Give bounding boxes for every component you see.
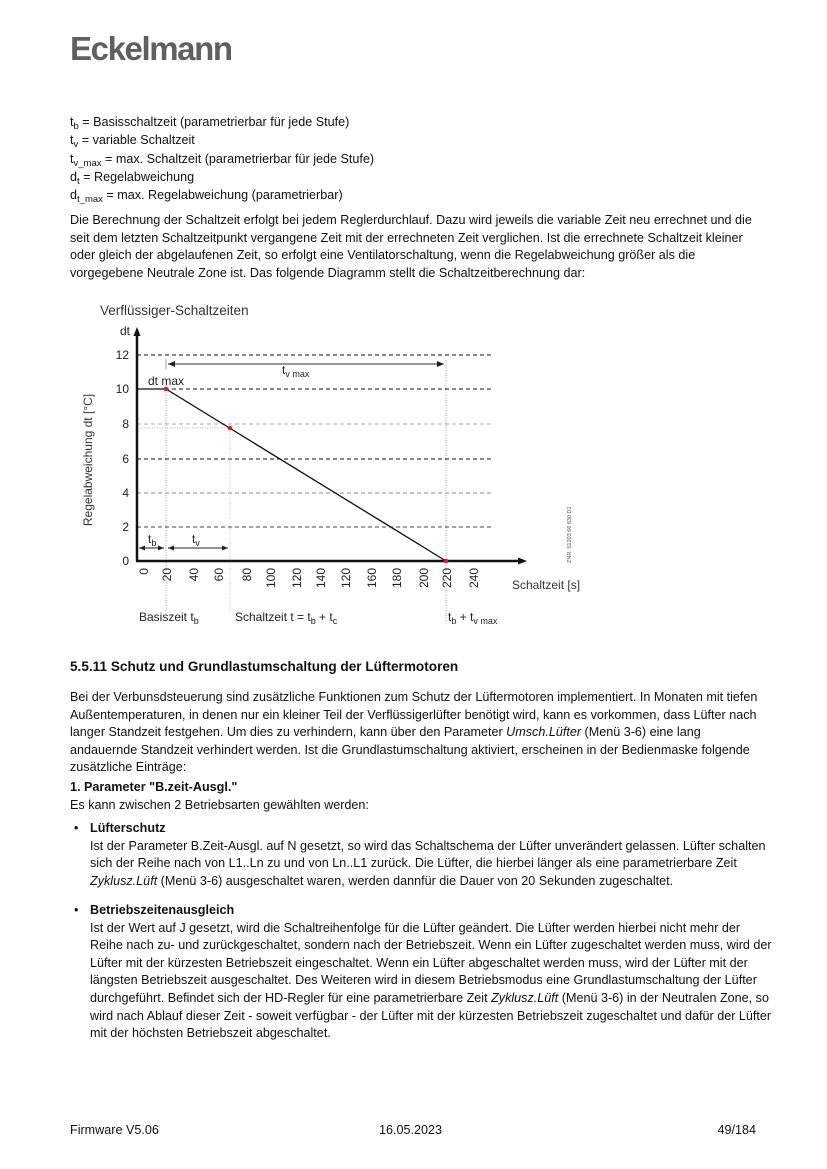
def-text: = variable Schaltzeit (78, 133, 195, 148)
schaltzeit-label (235, 610, 338, 626)
y-tick: 6 (122, 452, 129, 466)
param-ref: Zyklusz.Lüft (90, 873, 158, 888)
y-tick: 12 (115, 348, 129, 362)
tb-tvmax-label (448, 610, 498, 626)
def-subscript: t_max (77, 194, 103, 206)
def-text: = max. Schaltzeit (parametrierbar für jede Stufe) (101, 151, 375, 166)
footer-firmware: Firmware V5.06 (70, 1123, 159, 1137)
x-tick: 140 (314, 568, 328, 589)
def-subscript: b (73, 121, 79, 132)
x-tick: 60 (212, 568, 226, 582)
chart-title: Verflüssiger-Schaltzeiten (100, 303, 249, 318)
footer-page-number: 49/184 (717, 1123, 756, 1137)
def-symbol: t (70, 151, 74, 166)
intro-paragraph: Die Berechnung der Schaltzeit erfolgt bei jedem Reglerdurchlauf. Dazu wird jeweils die variable Zeit neu errechnet und die seit dem letzten Schaltzeitpunkt vergangene Zeit mit der errechneten Zeit verglichen. Ist die errechnete Schaltzeit kleiner oder gleich der abgelaufenen Zeit, so erfolgt eine Ventilatorschaltung, wenn die Regelabweichung größer als die vorgegebene Neutrale Zone ist. Das folgende Diagramm stellt die Schaltzeitberechnung dar: (70, 213, 752, 280)
def-symbol: d (70, 188, 78, 203)
y-axis-label: Regelabweichung dt [°C] (81, 393, 95, 527)
marker-end (444, 559, 449, 564)
bullet-text-b: (Menü 3-6) in der Neutralen Zone, so wird nach Ablauf dieser Zeit - soweit verfügbar - der Lüfter mit der kürzesten Betriebszeit zugeschaltet und dafür der Lüfter mit der höchsten Betriebszeit abgeschaltet. (90, 990, 772, 1041)
tv-sym: t (192, 532, 196, 546)
x-axis-arrow-icon (518, 558, 527, 565)
tv-dimension (168, 532, 228, 551)
def-text: = Basisschaltzeit (parametrierbar für jede Stufe) (78, 115, 350, 129)
svg-text:tv (192, 532, 200, 548)
znr-code: ZNR. 51203 66 630 D1 (567, 506, 573, 563)
basiszeit-text: Basiszeit t (139, 610, 194, 624)
x-tick-labels (137, 568, 481, 588)
tv-sub: v (195, 538, 200, 548)
x-tick: 220 (440, 568, 454, 589)
x-tick: 20 (160, 568, 174, 582)
schaltzeit-sub1: b (310, 616, 316, 626)
x-axis-label: Schaltzeit [s] (512, 578, 581, 592)
x-tick: 240 (467, 568, 481, 589)
y-axis-top-label: dt (119, 324, 130, 338)
def-subscript: t (77, 175, 80, 187)
tb-sub: b (151, 538, 157, 548)
basiszeit-label (139, 610, 199, 626)
tbtvmax-mid: + t (456, 610, 474, 624)
y-tick: 2 (122, 520, 129, 534)
bullet-text-a: Ist der Parameter B.Zeit-Ausgl. auf N gesetzt, so wird das Schaltschema der Lüfter unverändert gelassen. Lüfter schalten sich der Reihe nach von L1..Ln zu und von Ln..L1 zurück. Die Lüfter, die hierbei länger als eine parametrierbare Zeit (90, 838, 766, 871)
def-symbol: d (70, 169, 78, 184)
x-tick: 160 (365, 568, 379, 589)
tvmax-sub: v max (285, 369, 310, 379)
def-text: = Regelabweichung (79, 169, 195, 184)
svg-text:tv max (282, 363, 310, 379)
y-tick: 0 (122, 554, 129, 568)
footer-date: 16.05.2023 (379, 1123, 443, 1137)
section-paragraph (70, 689, 760, 777)
bullet-title: Lüfterschutz (90, 821, 166, 835)
param-ref: Umsch.Lüfter (506, 725, 582, 740)
tbtvmax-text: t (448, 610, 452, 624)
bullet-icon: • (74, 903, 79, 917)
def-subscript: v (73, 139, 79, 151)
gridlines (137, 355, 492, 527)
schaltzeit-sub2: c (332, 616, 338, 626)
parameter-subtitle: Es kann zwischen 2 Betriebsarten gewählten werden: (70, 798, 369, 812)
x-tick: 180 (390, 568, 404, 589)
bullet-text-b: (Menü 3-6) ausgeschaltet waren, werden dannfür die Dauer von 20 Sekunden zugeschaltet. (157, 873, 674, 888)
x-tick: 40 (187, 568, 201, 582)
schaltzeit-text: Schaltzeit t = t (235, 610, 311, 624)
basiszeit-sub: b (193, 616, 199, 626)
x-tick: 120 (339, 568, 353, 589)
schaltzeit-mid: + t (315, 610, 333, 624)
company-logo: Eckelmann (70, 30, 232, 67)
bullet-text (90, 838, 774, 891)
y-tick: 8 (122, 417, 129, 431)
x-tick: 80 (240, 568, 254, 582)
tb-sym: t (148, 532, 152, 546)
x-tick: 100 (264, 568, 278, 589)
y-tick-labels (116, 324, 131, 568)
bullet-text-a: Ist der Wert auf J gesetzt, wird die Schaltreihenfolge für die Lüfter geändert. Die Lüfter werden hierbei nicht mehr der Reihe nach zu- und zurückgeschaltet, sondern nach der Betriebszeit. Wenn ein Lüfter zugeschaltet werden muss, wird der Lüfter mit der kürzesten Betriebszeit eingeschaltet. Wenn ein Lüfter abgeschaltet werden muss, wird der Lüfter mit der längsten Betriebszeit ausgeschaltet. Des Weiteren wird in diesem Betriebsmodus eine Grundlastumschaltung der Lüfter durchgeführt. Befindet sich der HD-Regler für eine parametrierbare Zeit (90, 920, 772, 1005)
x-tick: 0 (137, 568, 151, 575)
y-tick: 4 (122, 486, 129, 500)
bullet-icon: • (74, 821, 79, 835)
x-tick: 200 (417, 568, 431, 589)
def-symbol: t (70, 115, 74, 129)
tb-dimension (139, 532, 164, 551)
x-tick: 120 (290, 568, 304, 589)
def-text: = max. Regelabweichung (parametrierbar) (102, 188, 343, 203)
svg-text:tb (148, 532, 156, 548)
bullet-text (90, 920, 774, 1043)
para-text: Bei der Verbunsdsteuerung sind zusätzliche Funktionen zum Schutz der Lüftermotoren implementiert. In Monaten mit tiefen Außentemperaturen, in denen nur ein kleiner Teil der Verflüssigerlüfter benötigt wird, kann es vorkommen, dass Lüfter nach langer Standzeit festgehen. Um dies zu verhindern, kann über den Parameter (70, 690, 758, 740)
tbtvmax-sub2: v max (473, 616, 498, 626)
marker-mid (228, 426, 233, 431)
bullet-title: Betriebszeitenausgleich (90, 903, 235, 917)
tbtvmax-sub1: b (451, 616, 457, 626)
para-text: (Menü 3-6) eine lang andauernde Standzeit verhindert werden. Ist die Grundlastumschaltung aktiviert, erscheinen in der Bedienmaske folgende zusätzliche Einträge: (70, 725, 750, 775)
def-symbol: t (70, 133, 74, 148)
param-ref: Zyklusz.Lüft (491, 990, 559, 1005)
tvmax-sym: t (282, 363, 286, 377)
data-line (137, 389, 446, 561)
tvmax-dimension (166, 359, 444, 379)
parameter-title: 1. Parameter "B.zeit-Ausgl." (70, 780, 238, 794)
section-heading: 5.5.11 Schutz und Grundlastumschaltung der Lüftermotoren (70, 659, 459, 674)
dtmax-label: dt max (148, 374, 185, 388)
def-subscript: v_max (73, 157, 102, 169)
y-tick: 10 (115, 382, 129, 396)
y-axis-arrow-icon (134, 327, 141, 336)
